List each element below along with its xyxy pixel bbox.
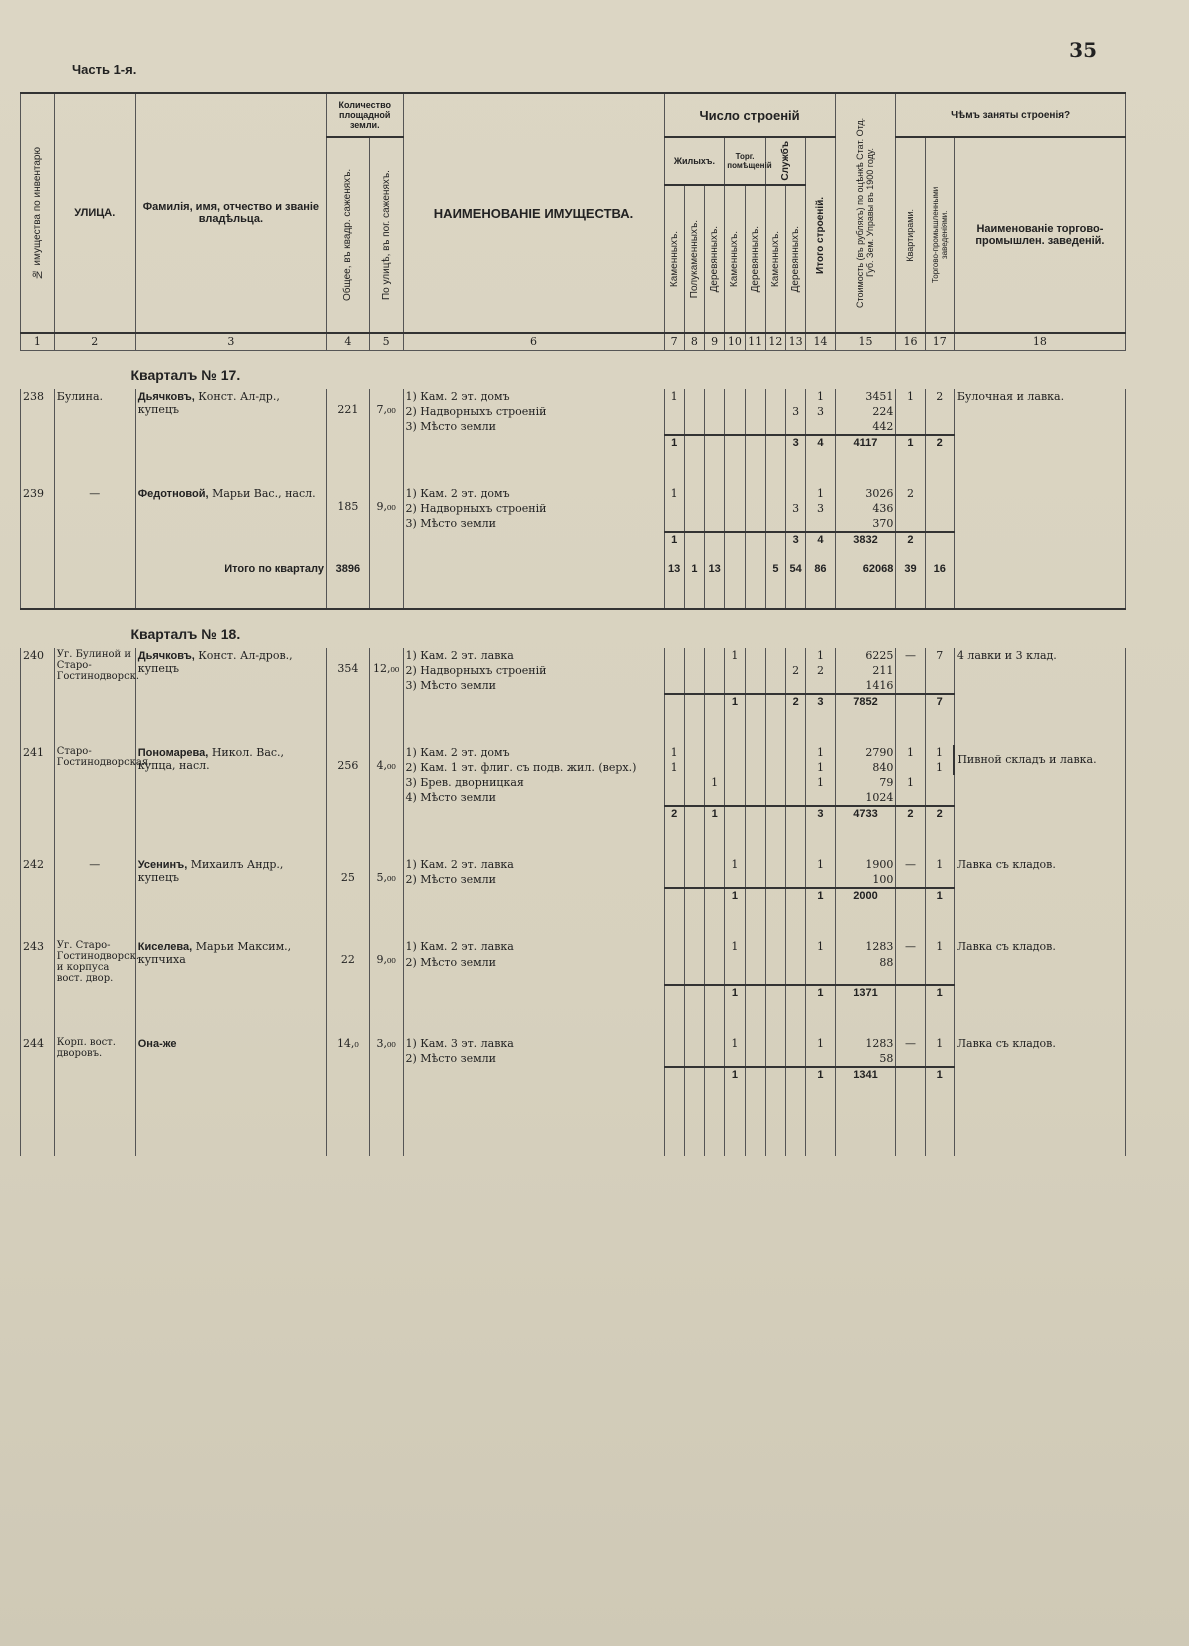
header-total-buildings: Итого строеній. xyxy=(806,137,835,333)
table-row: 2) Надворныхъ строеній 3 3 224 xyxy=(21,404,1126,419)
table-row: 243 Уг. Старо-Гостинодворск. и корпуса вост. двор. Киселева, Марьи Максим., купчиха 22 9,₀₀ 1) Кам. 2 эт. лавка 1 1 1283 — 1 Лавка съ кладов. xyxy=(21,939,1126,955)
table-row: 239 — Федотновой, Марьи Вас., насл. 185 9,₀₀ 1) Кам. 2 эт. домъ 1 1 3026 2 xyxy=(21,486,1126,501)
table-row: 241 Старо-Гостинодворская. Пономарева, Никол. Вас., купца, насл. 256 4,₀₀ 1) Кам. 2 эт. домъ 1 1 2790 1 1 Пивной складъ и лавка. xyxy=(21,745,1126,760)
header-buildings-group: Число строеній xyxy=(664,93,835,137)
table-row: 4) Мѣсто земли 1024 xyxy=(21,790,1126,806)
table-row: 240 Уг. Булиной и Старо-Гостинодворск. Дьячковъ, Конст. Ал-дров., купецъ 354 12,₀₀ 1) Кам. 2 эт. лавка 1 1 6225 — 7 4 лавки и 3 клад. xyxy=(21,648,1126,663)
table-row: 3) Брев. дворницкая 1 1 79 1 xyxy=(21,775,1126,790)
header-c13: Деревянныхъ. xyxy=(786,185,806,333)
header-c11: Деревянныхъ. xyxy=(745,185,765,333)
header-apartments: Квартирами. xyxy=(896,137,925,333)
subtotal-row: 1 1 2000 1 xyxy=(21,888,1126,907)
header-c8: Полукаменныхъ. xyxy=(684,185,704,333)
header-area-total: Общее, въ квадр. саженяхъ. xyxy=(327,137,370,333)
table-row: 2) Мѣсто земли 100 xyxy=(21,872,1126,888)
table-row: 3) Мѣсто земли 370 xyxy=(21,516,1126,532)
header-street: УЛИЦА. xyxy=(54,93,135,333)
header-establishment-names: Наименованіе торгово-промышлен. заведеній. xyxy=(954,137,1125,333)
header-trade: Торг. помѣщеній xyxy=(725,137,766,185)
table-row: 242 — Усенинъ, Михаилъ Андр., купецъ 25 5,₀₀ 1) Кам. 2 эт. лавка 1 1 1900 — 1 Лавка съ кладов. xyxy=(21,857,1126,872)
header-trade-establishments: Торгово-промышленными заведеніями. xyxy=(925,137,954,333)
header-c12: Каменныхъ. xyxy=(765,185,785,333)
subtotal-row: 1 1 1341 1 xyxy=(21,1067,1126,1086)
header-service: Службъ xyxy=(765,137,806,185)
header-c9: Деревянныхъ. xyxy=(705,185,725,333)
property-register-table xyxy=(20,92,1126,1156)
header-area-group: Количество площадной земли. xyxy=(327,93,404,137)
table-row: 2) Надворныхъ строеній 3 3 436 xyxy=(21,501,1126,516)
quarter-17-title: Кварталъ № 17. xyxy=(130,367,241,383)
header-property-name: НАИМЕНОВАНІЕ ИМУЩЕСТВА. xyxy=(403,93,664,333)
table-row: 2) Кам. 1 эт. флиг. съ подв. жил. (верх.) 1 1 840 1 xyxy=(21,760,1126,775)
subtotal-row: 1 2 3 7852 7 xyxy=(21,694,1126,713)
table-row: 244 Корп. вост. дворовъ. Она-же 14,₀ 3,₀₀ 1) Кам. 3 эт. лавка 1 1 1283 — 1 Лавка съ кладов. xyxy=(21,1036,1126,1051)
table-row: 3) Мѣсто земли 1416 xyxy=(21,678,1126,694)
header-value: Стоимость (въ рубляхъ) по оцѣнкѣ Стат. Отд. Губ. Зем. Управы въ 1900 году. xyxy=(835,93,896,333)
header-residential: Жилыхъ. xyxy=(664,137,725,185)
column-number-row: 1 2 3 4 5 6 7 8 9 10 11 12 13 14 15 16 17 18 xyxy=(21,333,1126,351)
page-number: 35 xyxy=(1069,38,1097,62)
part-label: Часть 1-я. xyxy=(72,62,137,77)
header-c10: Каменныхъ. xyxy=(725,185,745,333)
header-owner: Фамилія, имя, отчество и званіе владѣльца. xyxy=(135,93,326,333)
subtotal-row: 1 3 4 4117 1 2 xyxy=(21,435,1126,454)
header-area-front: По улицѣ, въ пог. саженяхъ. xyxy=(369,137,403,333)
header-inventory-number: № имущества по инвентарю xyxy=(21,93,55,333)
table-row: 2) Мѣсто земли 88 xyxy=(21,955,1126,985)
quarter-18-title: Кварталъ № 18. xyxy=(130,626,241,642)
table-row: 238 Булина. Дьячковъ, Конст. Ал-др., купецъ 221 7,₀₀ 1) Кам. 2 эт. домъ 1 1 3451 1 2 Булочная и лавка. xyxy=(21,389,1126,404)
table-row: 3) Мѣсто земли 442 xyxy=(21,419,1126,435)
quarter-total-row: Итого по кварталу 3896 13 1 13 5 54 86 62068 39 16 xyxy=(21,551,1126,576)
table-row: 2) Мѣсто земли 58 xyxy=(21,1051,1126,1067)
subtotal-row: 2 1 3 4733 2 2 xyxy=(21,806,1126,825)
header-c7: Каменныхъ. xyxy=(664,185,684,333)
table-row: 2) Надворныхъ строеній 2 2 211 xyxy=(21,663,1126,678)
subtotal-row: 1 3 4 3832 2 xyxy=(21,532,1126,551)
subtotal-row: 1 1 1371 1 xyxy=(21,985,1126,1004)
header-occupied-group: Чѣмъ заняты строенія? xyxy=(896,93,1126,137)
